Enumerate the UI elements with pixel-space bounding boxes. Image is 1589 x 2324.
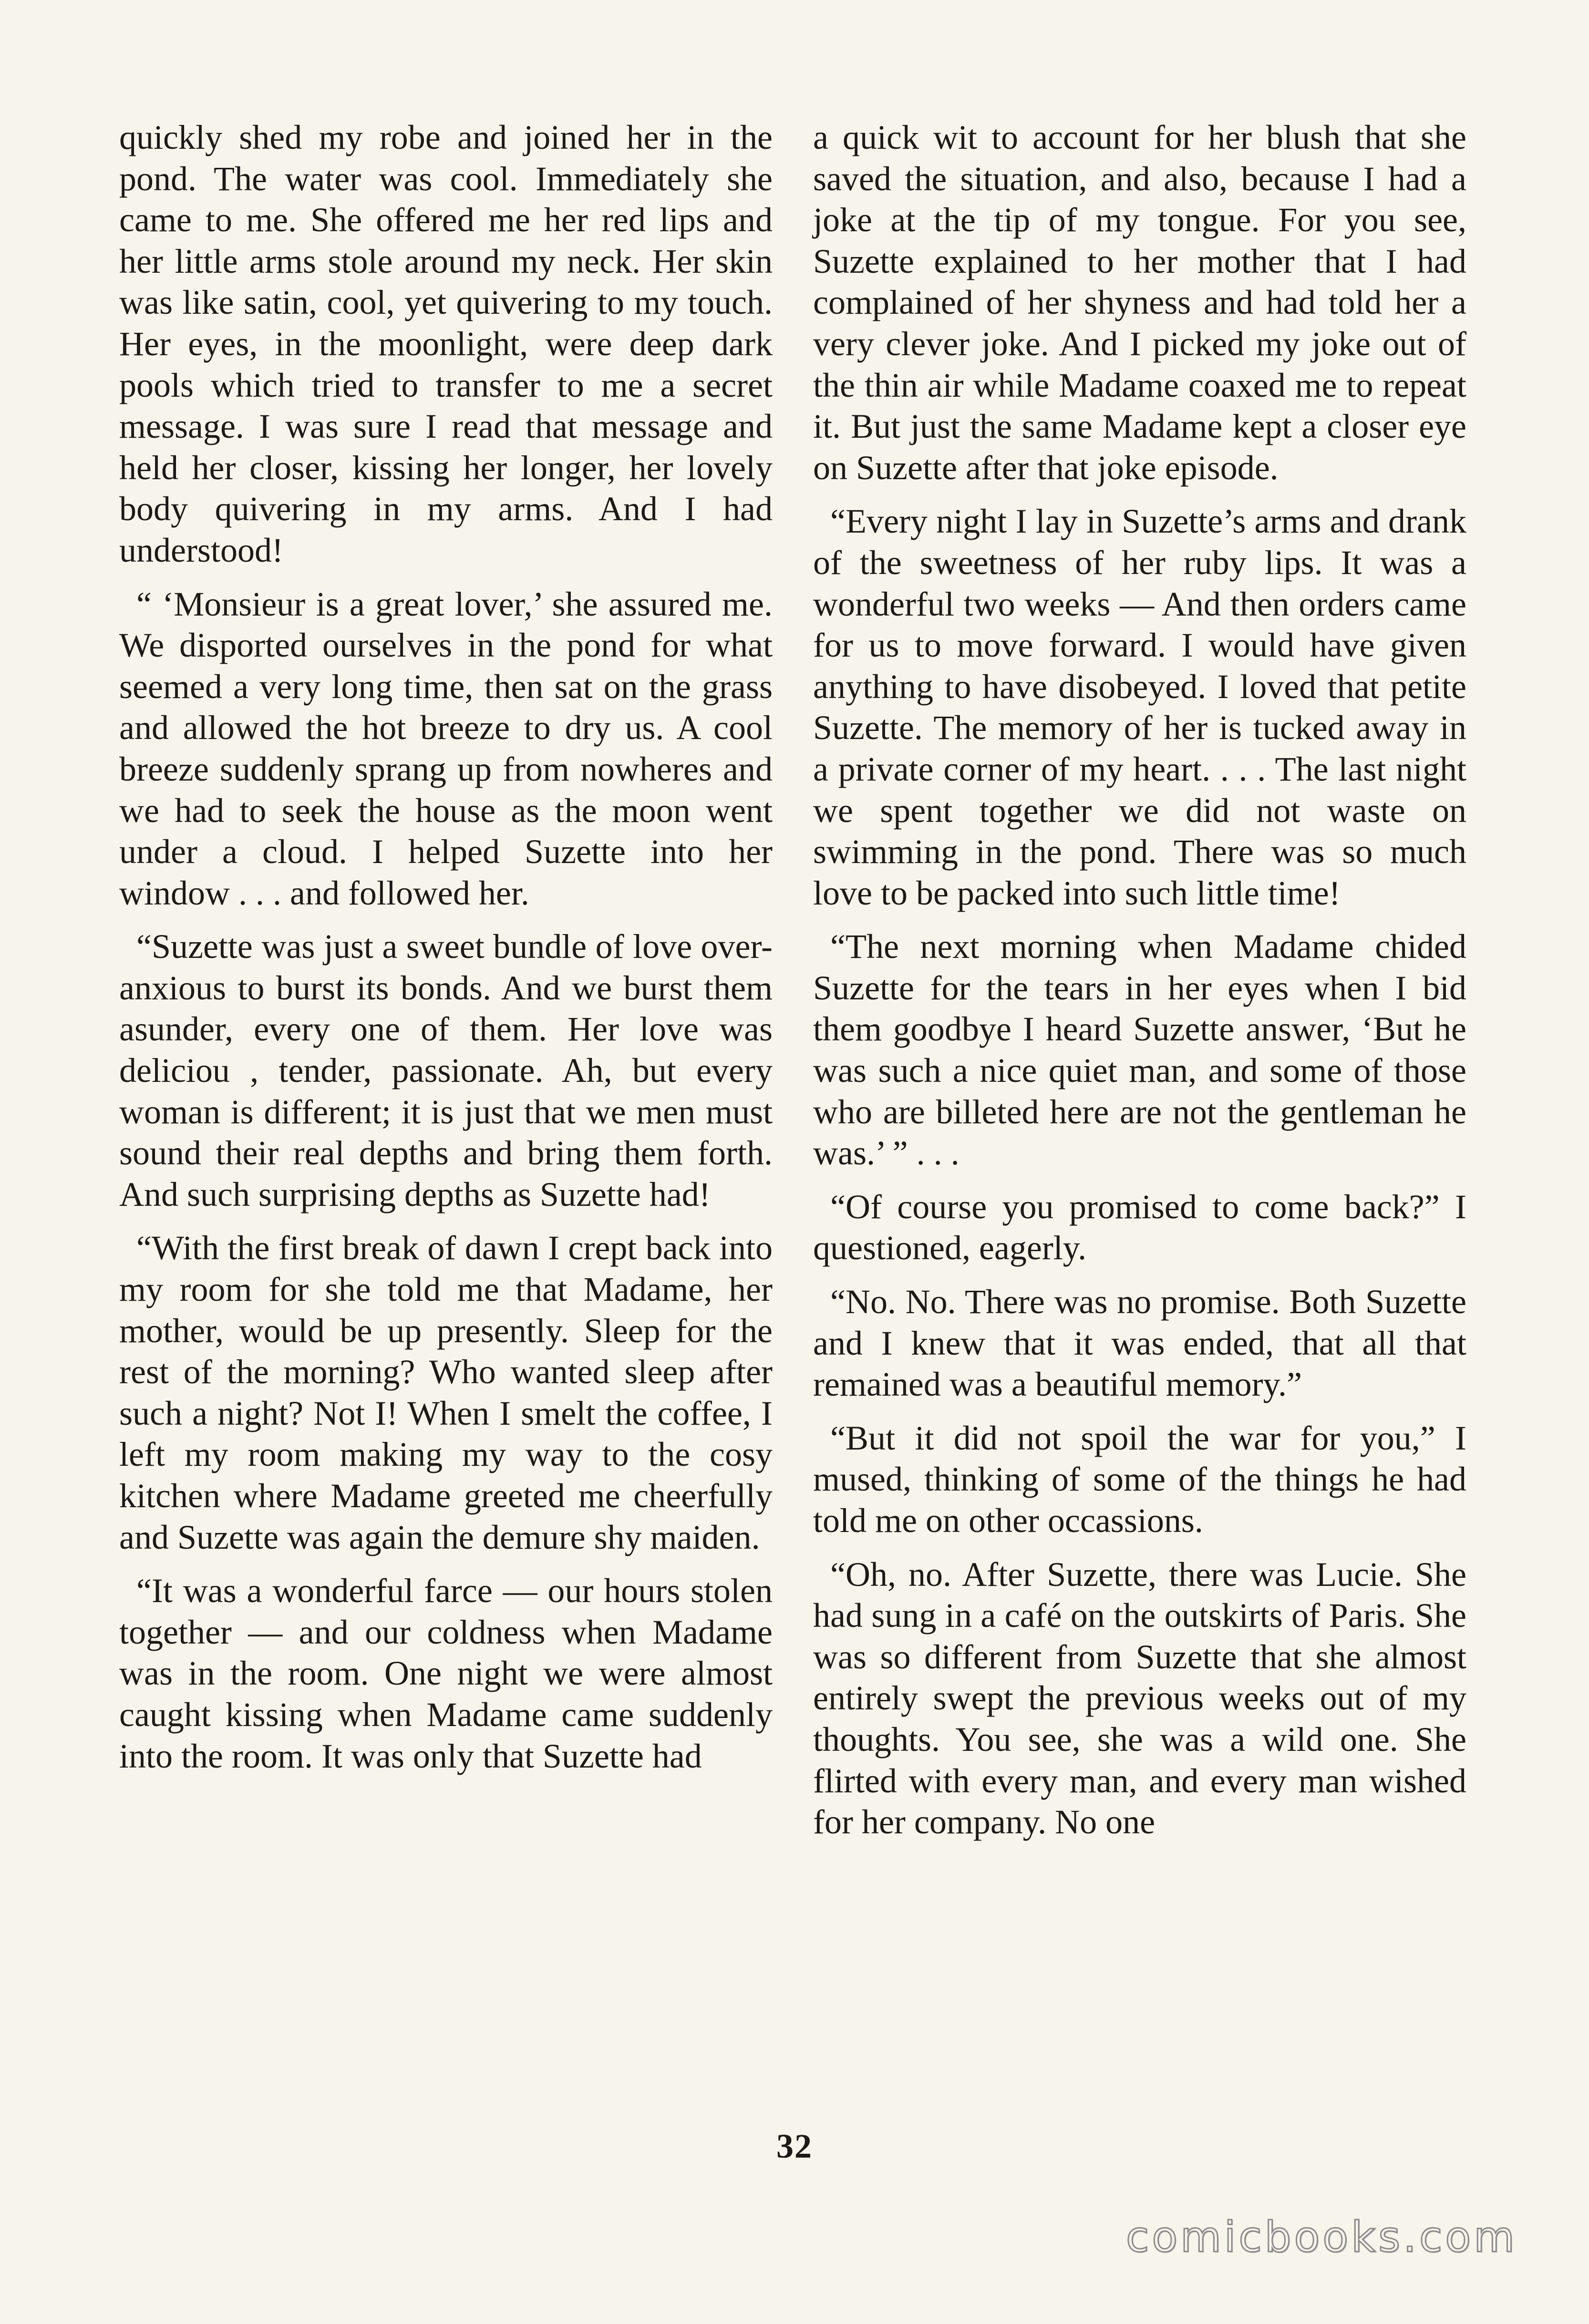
- paragraph: “Suzette was just a sweet bundle of love over-anxious to burst its bonds. And we burst them asunder, every one of them. Her love was deliciou , tender, passionate. Ah, but every woman is different; it is just that we men must sound their real depths and bring them forth. And such surprising depths as Suzette had!: [119, 927, 773, 1213]
- paragraph: quickly shed my robe and joined her in the pond. The water was cool. Immediately she came to me. She offered me her red lips and her little arms stole around my neck. Her skin was like satin, cool, yet quivering to my touch. Her eyes, in the moonlight, were deep dark pools which tried to transfer to me a secret message. I was sure I read that message and held her closer, kissing her longer, her lovely body quivering in my arms. And I had understood!: [119, 118, 773, 569]
- paragraph: “Every night I lay in Suzette’s arms and drank of the sweetness of her ruby lips. It was a wonderful two weeks — And then orders came for us to move forward. I would have given anything to have disobeyed. I loved that petite Suzette. The memory of her is tucked away in a private corner of my heart. . . . The last night we spent together we did not waste on swimming in the pond. There was so much love to be packed into such little time!: [813, 502, 1466, 912]
- paragraph: “ ‘Monsieur is a great lover,’ she assured me. We disported ourselves in the pond for what seemed a very long time, then sat on the grass and allowed the hot breeze to dry us. A cool breeze suddenly sprang up from nowheres and we had to seek the house as the moon went under a cloud. I helped Suzette into her window . . . and followed her.: [119, 585, 773, 912]
- left-text-column: [119, 117, 773, 1789]
- paragraph: “With the first break of dawn I crept back into my room for she told me that Madame, her mother, would be up presently. Sleep for the rest of the morning? Who wanted sleep after such a night? Not I! When I smelt the coffee, I left my room making my way to the cosy kitchen where Madame greeted me cheerfully and Suzette was again the demure shy maiden.: [119, 1229, 773, 1556]
- watermark: comicbooks.com: [1125, 2212, 1517, 2262]
- page-number: 32: [776, 2127, 813, 2165]
- paragraph: “Oh, no. After Suzette, there was Lucie. She had sung in a café on the outskirts of Paris. She was so different from Suzette that she almost entirely swept the previous weeks out of my thoughts. You see, she was a wild one. She flirted with every man, and every man wished for her company. No one: [813, 1555, 1466, 1841]
- paragraph: “It was a wonderful farce — our hours stolen together — and our coldness when Madame was in the room. One night we were almost caught kissing when Madame came suddenly into the room. It was only that Suzette had: [119, 1572, 773, 1775]
- right-text-column: [813, 117, 1466, 1855]
- paragraph: “But it did not spoil the war for you,” I mused, thinking of some of the things he had told me on other occassions.: [813, 1419, 1466, 1540]
- paragraph: “The next morning when Madame chided Suzette for the tears in her eyes when I bid them goodbye I heard Suzette answer, ‘But he was such a nice quiet man, and some of those who are billeted here are not the gentleman he was.’ ” . . .: [813, 927, 1466, 1172]
- paragraph: “Of course you promised to come back?” I questioned, eagerly.: [813, 1187, 1466, 1267]
- paragraph: “No. No. There was no promise. Both Suzette and I knew that it was ended, that all that remained was a beautiful memory.”: [813, 1283, 1466, 1404]
- paragraph: a quick wit to account for her blush that she saved the situation, and also, because I had a joke at the tip of my tongue. For you see, Suzette explained to her mother that I had complained of her shyness and had told her a very clever joke. And I picked my joke out of the thin air while Madame coaxed me to repeat it. But just the same Madame kept a closer eye on Suzette after that joke episode.: [813, 118, 1466, 487]
